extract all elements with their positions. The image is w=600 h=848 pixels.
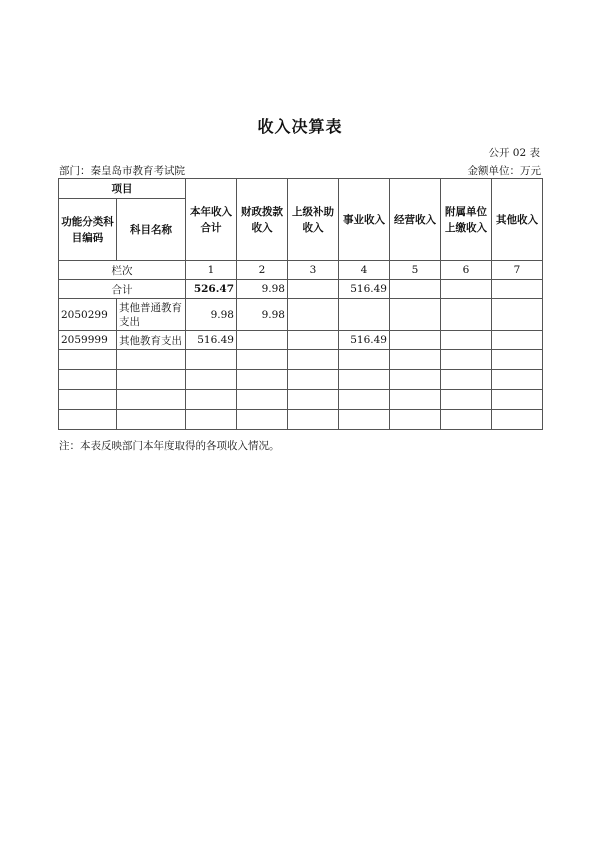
header-item: 项目: [59, 179, 186, 199]
column-index-cell: 6: [441, 261, 492, 280]
table-row: [59, 299, 543, 331]
empty-row: [59, 390, 543, 410]
amount-cell: [288, 331, 339, 350]
column-index-cell: 2: [237, 261, 288, 280]
amount-cell: 9.98: [186, 299, 237, 331]
page-title: 收入决算表: [257, 117, 343, 136]
amount-cell: [288, 299, 339, 331]
subject-name: 其他教育支出: [117, 331, 186, 350]
header-superior-subsidy: 上级补助收入: [288, 179, 339, 261]
column-index-cell: 7: [492, 261, 543, 280]
table-row: [59, 331, 543, 350]
header-row-1: [59, 179, 543, 199]
column-index-cell: 4: [339, 261, 390, 280]
revenue-table: [58, 178, 543, 430]
empty-row: [59, 410, 543, 430]
header-subject-name: 科目名称: [117, 199, 186, 261]
function-code: 2059999: [59, 331, 117, 350]
total-value: [441, 280, 492, 299]
total-value: [288, 280, 339, 299]
amount-cell: 516.49: [339, 331, 390, 350]
column-index-cell: 5: [390, 261, 441, 280]
empty-row: [59, 350, 543, 370]
header-fiscal-appropriation: 财政拨款收入: [237, 179, 288, 261]
amount-cell: [492, 331, 543, 350]
column-index-cell: 1: [186, 261, 237, 280]
amount-cell: 9.98: [237, 299, 288, 331]
function-code: 2050299: [59, 299, 117, 331]
amount-cell: [441, 331, 492, 350]
column-index-label: 栏次: [59, 261, 186, 280]
column-index-cell: 3: [288, 261, 339, 280]
total-value: [492, 280, 543, 299]
header-other-revenue: 其他收入: [492, 179, 543, 261]
amount-cell: [237, 331, 288, 350]
subject-name: 其他普通教育支出: [117, 299, 186, 331]
department-label: 部门：秦皇岛市教育考试院: [59, 165, 185, 177]
header-total-revenue: 本年收入合计: [186, 179, 237, 261]
amount-cell: [339, 299, 390, 331]
total-label: 合计: [59, 280, 186, 299]
amount-cell: [390, 331, 441, 350]
total-value: 526.47: [186, 280, 237, 299]
header-operating-revenue: 经营收入: [390, 179, 441, 261]
total-row: [59, 280, 543, 299]
header-function-code: 功能分类科目编码: [59, 199, 117, 261]
amount-cell: [441, 299, 492, 331]
amount-unit-label: 金额单位：万元: [467, 165, 541, 177]
total-value: [390, 280, 441, 299]
amount-cell: [492, 299, 543, 331]
form-number: 公开 02 表: [488, 147, 540, 159]
header-affiliate-remittance: 附属单位上缴收入: [441, 179, 492, 261]
header-business-revenue: 事业收入: [339, 179, 390, 261]
total-value: 9.98: [237, 280, 288, 299]
amount-cell: 516.49: [186, 331, 237, 350]
total-value: 516.49: [339, 280, 390, 299]
footnote: 注：本表反映部门本年度取得的各项收入情况。: [59, 440, 280, 452]
column-index-row: [59, 261, 543, 280]
amount-cell: [390, 299, 441, 331]
empty-row: [59, 370, 543, 390]
